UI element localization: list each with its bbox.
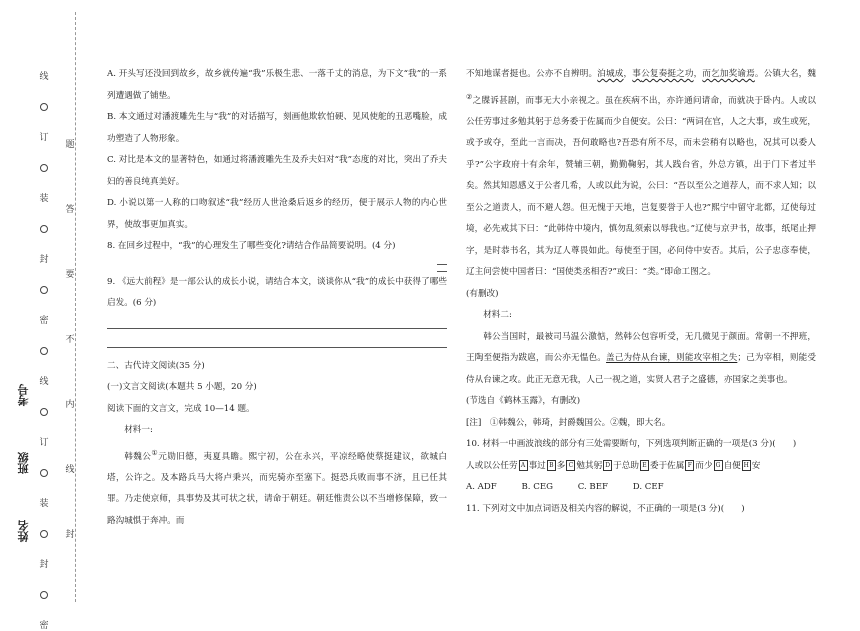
binding-char: 线 [39, 72, 49, 82]
underlined-sentence: 盖己为侍从台谏，则能攻宰相之失 [606, 353, 738, 364]
binding-dashed-line [75, 12, 76, 602]
binding-char: 答 [65, 205, 75, 215]
question-10: 10. 材料一中画波浪线的部分有三处需要断句，下列选项判断正确的一项是(3 分)( ) [466, 439, 797, 450]
subsection-heading: (一)文言文阅读(本题共 5 小题，20 分) [107, 382, 257, 392]
binding-circle [40, 591, 48, 599]
binding-char: 封 [39, 560, 49, 570]
break-box: H [743, 461, 749, 469]
text-run: 韩公当国时，最被司马温公激惦，然韩公包容听受，无几微见于颜面。常朝一不押班，王陶至便指为跋扈，而公亦无愠色。 [466, 331, 816, 364]
material-2-paragraph [466, 327, 816, 392]
left-column [107, 64, 447, 532]
break-box: B [547, 460, 556, 471]
text-run: 自便 [723, 460, 741, 471]
binding-char: 不 [65, 335, 75, 345]
break-box: C [566, 460, 575, 471]
binding-circle [40, 469, 48, 477]
binding-circle [40, 530, 48, 538]
option-d: D. 小说以第一人称的口吻叙述“我”经历人世沧桑后返乡的经历，便于展示人物的内心世界，使故事更加真实。 [107, 198, 447, 230]
choice-a: A. ADF [466, 482, 497, 493]
break-box: D [603, 460, 612, 471]
choice-c: C. BEF [577, 482, 608, 493]
wavy-segment: 泊城成 [597, 69, 624, 79]
answer-line [107, 318, 447, 329]
text-run: 多 [556, 460, 566, 471]
reading-instruction: 阅读下面的文言文，完成 10—14 题。 [107, 403, 255, 414]
text-run: 而少 [695, 460, 713, 471]
segmentation-sentence [466, 456, 816, 478]
text-run: 之牒诉甚剧，而事无大小亲视之。虽在疾病不出，亦许通问请命，而就决于卧内。人或以公任劳事过多勉其躬于总务委于佐属而少自便安。公曰：“两词在官，人之大事，或生或死，或予或夺，至此一言而决，吾何敢略也?吾恐有所不尽，而未尝稍有以略也，况其可以委人乎?”公字政府十有余年，赞辅三朝，勤勤鞠躬，其人践台省，外总方镇，出于门下者过半矣。然其知恩感义于公者几希，人或以此为说，公曰：“吾以至公之道荐人，而不求人知；以至公之道责人，而不避人怨。但无愧于天地，岂复要誉于人也?”熙宁中留守北都，辽使每过境，必先戒其下曰：“此韩侍中境内，慎勿乱须索以辱我也。”辽使与京尹书，故事，纸尾止押字，是时恭书名，其为辽人尊畏如此。每使至于国，必问侍中安否。其后，公子忠彦奉使，辽主问尝使中国者曰：“国使类丞相否?”或曰：“类。”即命工图之。 [466, 95, 816, 278]
text-run: 不知地谋者挺也。公亦不自辨明。 [466, 69, 598, 79]
binding-char: 装 [39, 194, 49, 204]
answer-mark [437, 258, 447, 265]
break-box: E [640, 460, 649, 471]
break-box: F [685, 460, 694, 471]
binding-char: 密 [39, 621, 49, 631]
option-c: C. 对比是本文的显著特色，如通过将潘渡雕先生及乔夫妇对“我”态度的对比，突出了乔夫妇的善良纯真美好。 [107, 155, 447, 187]
right-column [466, 64, 816, 520]
exam-number-label: 考号 [17, 384, 30, 406]
text-run: 于总助 [613, 460, 639, 471]
binding-char: 线 [39, 377, 49, 387]
break-box: G [714, 460, 723, 471]
question-10-options [466, 477, 816, 499]
binding-char: 装 [39, 499, 49, 509]
source-note: (节选自《鹤林玉露》，有删改) [466, 396, 581, 407]
text-run: 人或以公任劳 [466, 460, 518, 471]
binding-circle [40, 164, 48, 172]
break-box: A [519, 460, 528, 471]
binding-char: 订 [39, 133, 49, 143]
binding-circle [40, 408, 48, 416]
material-1-title: 材料一: [124, 425, 153, 435]
source-note: (有删改) [466, 288, 499, 299]
text-run: 委于佐属 [649, 460, 685, 471]
footnote-mark: ① [151, 447, 159, 457]
material-2-title: 材料二: [483, 310, 512, 321]
annotation-note: [注] ①韩魏公，韩琦，封爵魏国公。②魏，即大名。 [466, 417, 671, 428]
binding-char: 封 [65, 530, 75, 540]
text-run: 。公镇大名，魏 [754, 69, 816, 79]
option-b: B. 本文通过对潘渡雕先生与“我”的对话描写，刻画他欺软怕硬、见风使舵的丑恶嘴脸，成功塑造了人物形象。 [107, 112, 447, 144]
question-8: 8. 在回乡过程中，“我”的心理发生了哪些变化?请结合作品简要说明。(4 分) [107, 241, 396, 251]
option-a: A. 开头写还没回到故乡，故乡就传遍“我”乐极生悲、一落千丈的消息，为下文“我”的一系列遭遇做了铺垫。 [107, 69, 447, 101]
wavy-segment: 事 [632, 69, 642, 79]
binding-char: 密 [39, 316, 49, 326]
material-1-continuation: 不知地谋者挺也。公亦不自辨明。泊城成，事公复奏挺之功，而乞加奖谕焉。公镇大名，魏②之牒诉甚剧，而事无大小亲视之。虽在疾病不出，亦许通问请命，而就决于卧内。人或以公任劳事过多勉其躬于总务委于佐属而少自便安。公曰：“两词在官，人之大事，或生或死，或予或夺，至此一言而决，吾何敢略也?吾恐有所不尽，而未尝稍有以略也，况其可以委人乎?”公字政府十有余年，赞辅三朝，勤勤鞠躬，其人践台省，外总方镇，出于门下者过半矣。然其知恩感义于公者几希，人或以此为说，公曰：“吾以至公之道荐人，而不求人知；以至公之道责人，而不避人怨。但无愧于天地，岂复要誉于人也?”熙宁中留守北都，辽使每过境，必先戒其下曰：“此韩侍中境内，慎勿乱须索以辱我也。”辽使与京尹书，故事，纸尾止押字，是时恭书名，其为辽人尊畏如此。每使至于国，必问侍中安否。其后，公子忠彦奉使，辽主问尝使中国者曰：“国使类丞相否?”或曰：“类。”即命工图之。 [466, 69, 816, 278]
binding-circle [40, 347, 48, 355]
binding-char: 内 [65, 400, 75, 410]
binding-circle [40, 225, 48, 233]
binding-circle [40, 286, 48, 294]
text-run: ；己为宰相，则能受侍从台谏之攻。此正无意无我，人己一视之道，实贤人君子之盛德，亦国家之美事也。 [466, 353, 816, 385]
choice-d: D. CEF [632, 482, 664, 493]
material-1-paragraph [107, 442, 447, 533]
section-heading: 二、古代诗文阅读(35 分) [107, 360, 205, 371]
name-label: 姓名 [17, 520, 30, 542]
footnote-mark: ② [466, 91, 473, 101]
text-run: 元勋旧德，夷夏具瞻。熙宁初，公在永兴，平凉经略使蔡挺建议，欲城白塔，公许之。及本路兵马大将卢秉兴，而宪骑亦至塞下。挺恐兵败而事不济，且已任其罪。乃走使京师，具事势及其可状之状，请命于朝廷。朝廷惟责公以不当增修保障，致一路沟城惧于奔冲。而 [107, 451, 447, 526]
class-label: 班级 [17, 452, 30, 474]
answer-line [107, 337, 447, 348]
binding-circle [40, 103, 48, 111]
text-run: 安 [751, 460, 761, 471]
binding-char: 订 [39, 438, 49, 448]
binding-char: 题 [65, 140, 75, 150]
binding-char: 封 [39, 255, 49, 265]
text-run: 事过 [528, 460, 546, 471]
choice-b: B. CEG [521, 482, 553, 493]
wavy-segment: 而乞加奖谕焉 [702, 69, 755, 79]
binding-margin [0, 0, 88, 631]
question-11: 11. 下列对文中加点词语及相关内容的解说，不正确的一项是(3 分)( ) [466, 503, 745, 514]
text-run: 韩魏公 [124, 451, 152, 462]
binding-char: 线 [65, 465, 75, 475]
wavy-segment: 公复奏挺之功 [641, 69, 694, 79]
question-9: 9. 《远大前程》是一部公认的成长小说，请结合本文，谈谈你从“我”的成长中获得了哪些启发。(6 分) [107, 276, 447, 308]
binding-char: 要 [65, 270, 75, 280]
answer-mark [437, 265, 447, 272]
text-run: 勉其躬 [576, 460, 603, 471]
